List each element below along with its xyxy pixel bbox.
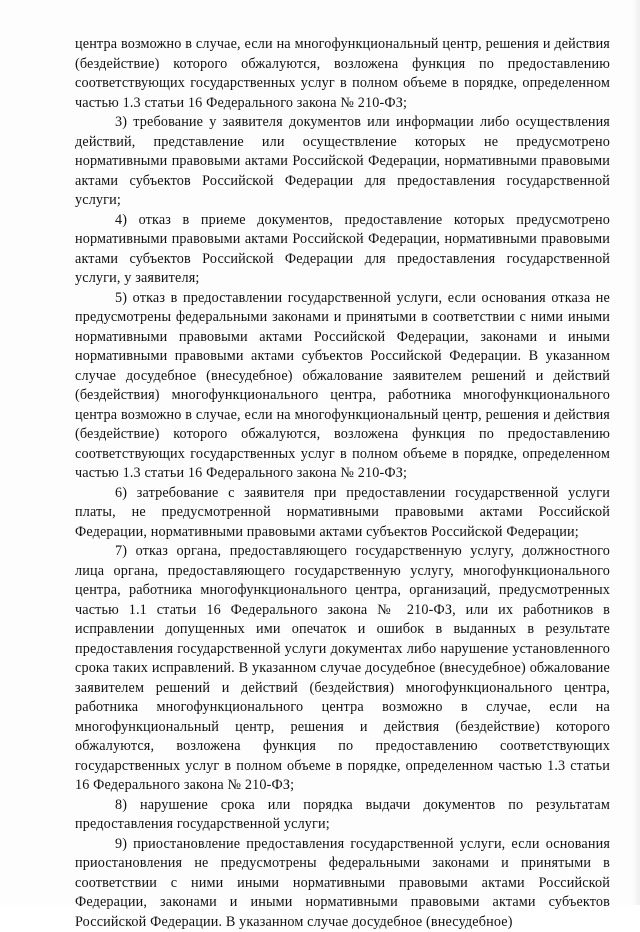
paragraph-item-6: 6) затребование с заявителя при предоставлении государственной услуги платы, не предусмотренной нормативными правовыми актами Российской Федерации, нормативными правовыми актами субъектов Российской Федерации; [75,484,610,543]
paragraph-item-5: 5) отказ в предоставлении государственной услуги, если основания отказа не предусмотрены федеральными законами и принятыми в соответствии с ними иными нормативными правовыми актами Российской Федерации, законами и иными нормативными правовыми актами субъектов Российской Федерации. В указанном случае досудебное (внесудебное) обжалование заявителем решений и действий (бездействия) многофункционального центра, работника многофункционального центра возможно в случае, если на многофункциональный центр, решения и действия (бездействие) которого обжалуются, возложена функция по предоставлению соответствующих государственных услуг в полном объеме в порядке, определенном частью 1.3 статьи 16 Федерального закона № 210-ФЗ; [75,289,610,484]
paragraph-item-4: 4) отказ в приеме документов, предоставление которых предусмотрено нормативными правовыми актами Российской Федерации, нормативными правовыми актами субъектов Российской Федерации для предоставления государственной услуги, у заявителя; [75,211,610,289]
document-body [75,35,610,932]
paragraph-continuation: центра возможно в случае, если на многофункциональный центр, решения и действия (бездействие) которого обжалуются, возложена функция по предоставлению соответствующих государственных услуг в полном объеме в порядке, определенном частью 1.3 статьи 16 Федерального закона № 210-ФЗ; [75,35,610,113]
paragraph-item-7: 7) отказ органа, предоставляющего государственную услугу, должностного лица органа, предоставляющего государственную услугу, многофункционального центра, работника многофункционального центра, организаций, предусмотренных частью 1.1 статьи 16 Федерального закона № 210-ФЗ, или их работников в исправлении допущенных ими опечаток и ошибок в выданных в результате предоставления государственной услуги документах либо нарушение установленного срока таких исправлений. В указанном случае досудебное (внесудебное) обжалование заявителем решений и действий (бездействия) многофункционального центра, работника многофункционального центра возможно в случае, если на многофункциональный центр, решения и действия (бездействие) которого обжалуются, возложена функция по предоставлению соответствующих государственных услуг в полном объеме в порядке, определенном частью 1.3 статьи 16 Федерального закона № 210-ФЗ; [75,542,610,796]
paragraph-item-9: 9) приостановление предоставления государственной услуги, если основания приостановления не предусмотрены федеральными законами и принятыми в соответствии с ними иными нормативными правовыми актами Российской Федерации, законами и иными нормативными правовыми актами субъектов Российской Федерации. В указанном случае досудебное (внесудебное) [75,835,610,932]
paragraph-item-8: 8) нарушение срока или порядка выдачи документов по результатам предоставления государственной услуги; [75,796,610,835]
paragraph-item-3: 3) требование у заявителя документов или информации либо осуществления действий, представление или осуществление которых не предусмотрено нормативными правовыми актами Российской Федерации, нормативными правовыми актами субъектов Российской Федерации для предоставления государственной услуги; [75,113,610,211]
page-edge-shadow [632,0,640,905]
